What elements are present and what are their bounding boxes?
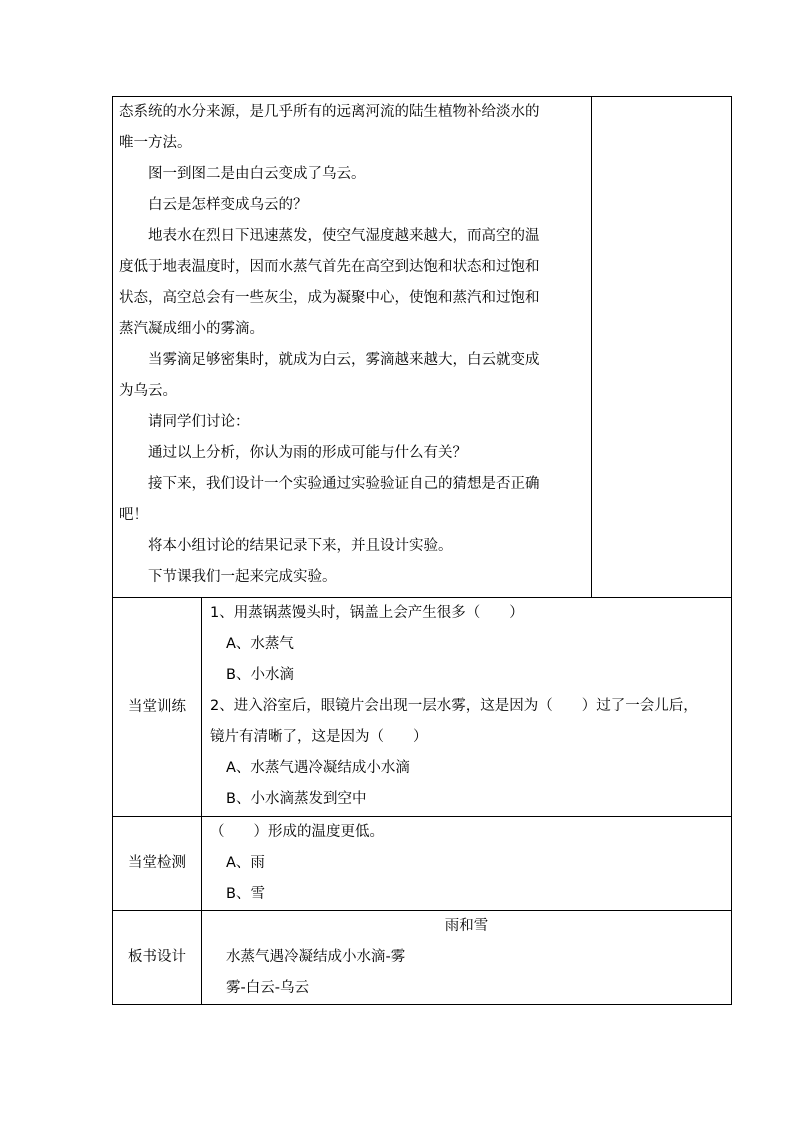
- lesson-content-cell: [113, 97, 592, 598]
- check-row: [113, 817, 732, 911]
- question-1-option-a: A、水蒸气: [226, 636, 294, 652]
- paragraph-line: 唯一方法。: [119, 135, 192, 151]
- board-title: 雨和雪: [444, 918, 489, 934]
- board-line-1: 水蒸气遇冷凝结成小水滴-雾: [226, 949, 406, 965]
- question-2-line-2: 镜片有清晰了，这是因为（ ）: [210, 729, 428, 745]
- check-content: [202, 817, 732, 911]
- lesson-plan-table: [112, 96, 732, 1005]
- training-label: 当堂训练: [113, 598, 202, 817]
- continuation-row: [113, 97, 732, 598]
- question-2-line-1: 2、进入浴室后，眼镜片会出现一层水雾，这是因为（ ）过了一会儿后，: [210, 698, 698, 714]
- paragraph-line: 请同学们讨论：: [148, 414, 250, 430]
- paragraph-line: 为乌云。: [119, 383, 177, 399]
- paragraph-line: 白云是怎样变成乌云的？: [148, 197, 308, 213]
- training-content: [202, 598, 732, 817]
- paragraph-line: 态系统的水分来源，是几乎所有的远离河流的陆生植物补给淡水的: [119, 104, 540, 120]
- paragraph-line: 接下来，我们设计一个实验通过实验验证自己的猜想是否正确: [148, 476, 540, 492]
- board-line-2: 雾-白云-乌云: [226, 980, 309, 996]
- question-2-option-b: B、小水滴蒸发到空中: [226, 791, 367, 807]
- board-content: [202, 911, 732, 1005]
- paragraph-line: 地表水在烈日下迅速蒸发，使空气湿度越来越大，而高空的温: [148, 228, 540, 244]
- board-row: [113, 911, 732, 1005]
- notes-cell: [592, 97, 732, 598]
- question-1-option-b: B、小水滴: [226, 667, 294, 683]
- paragraph-line: 吧！: [119, 507, 148, 523]
- question-1: 1、用蒸锅蒸馒头时，锅盖上会产生很多（ ）: [210, 605, 524, 621]
- check-option-a: A、雨: [226, 855, 265, 871]
- paragraph-line: 当雾滴足够密集时，就成为白云，雾滴越来越大，白云就变成: [148, 352, 540, 368]
- question-2-option-a: A、水蒸气遇冷凝结成小水滴: [226, 760, 410, 776]
- paragraph-line: 通过以上分析，你认为雨的形成可能与什么有关？: [148, 445, 467, 461]
- training-row: [113, 598, 732, 817]
- paragraph-line: 下节课我们一起来完成实验。: [148, 569, 337, 585]
- paragraph-line: 将本小组讨论的结果记录下来，并且设计实验。: [148, 538, 453, 554]
- check-option-b: B、雪: [226, 886, 265, 902]
- check-question: （ ）形成的温度更低。: [210, 824, 384, 840]
- paragraph-line: 图一到图二是由白云变成了乌云。: [148, 166, 366, 182]
- paragraph-line: 度低于地表温度时，因而水蒸气首先在高空到达饱和状态和过饱和: [119, 259, 540, 275]
- check-label: 当堂检测: [113, 817, 202, 911]
- paragraph-line: 蒸汽凝成细小的雾滴。: [119, 321, 264, 337]
- paragraph-line: 状态，高空总会有一些灰尘，成为凝聚中心，使饱和蒸汽和过饱和: [119, 290, 540, 306]
- board-label: 板书设计: [113, 911, 202, 1005]
